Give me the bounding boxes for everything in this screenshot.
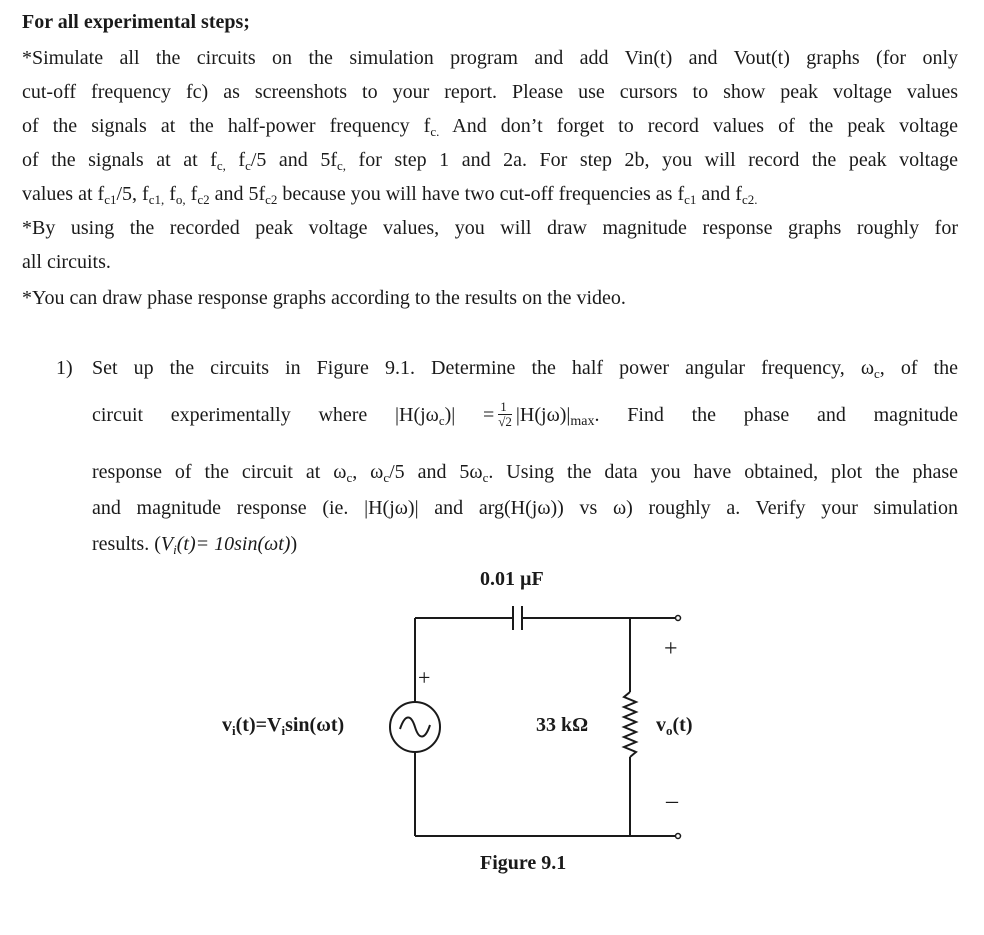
text-line: circuit experimentally where $|H(j\omega_c)|$ = $\frac{1}{√2}$ $|H(j\omega)|_{max}$. Find the phase and magnitude: [92, 399, 958, 430]
output-label: $v_o(t)$: [656, 714, 693, 738]
text-line: *By using the recorded peak voltage values, you will draw magnitude response graphs roughly for: [22, 217, 958, 239]
text-line: results. $(V_i(t)= 10\sin(\omega t))$: [92, 533, 298, 557]
text-line: values at $f_{c1}/5$, $f_{c1,}$ $f_{o,}$ $f_{c2}$ and $5f_{c2}$ because you will have two cut-off frequencies as $f_{c1}$ and $f_{c2.}$: [22, 183, 758, 207]
experimental-steps-heading: For all experimental steps;: [22, 11, 250, 33]
resistor-label: 33 kΩ: [536, 714, 589, 736]
paragraph-phase: *You can draw phase response graphs according to the results on the video.: [22, 287, 626, 309]
resistor-zigzag: [624, 692, 636, 757]
text-line: response of the circuit at $\omega_c$, $\omega_c/5$ and $5\omega_c$. Using the data you have obtained, plot the phase: [92, 461, 958, 485]
terminal-bottom: [676, 834, 681, 839]
fraction: $\frac{1}{√2}$: [498, 399, 512, 429]
step-number: 1): [56, 357, 73, 379]
capacitor-label: 0.01 µF: [480, 568, 544, 590]
ac-wave: [400, 717, 430, 736]
source-plus: +: [418, 665, 431, 690]
text-line: cut-off frequency fc) as screenshots to your report. Please use cursors to show peak voltage values: [22, 81, 958, 103]
text-line: *Simulate all the circuits on the simulation program and add Vin(t) and Vout(t) graphs (for only: [22, 47, 958, 69]
figure-caption: Figure 9.1: [480, 852, 567, 874]
output-minus: –: [666, 788, 678, 814]
text-line: of the signals at at $f_{c,}$ $f_c/5$ and $5f_{c,}$ for step 1 and 2a. For step 2b, you will record the peak voltage: [22, 149, 958, 173]
text-line: all circuits.: [22, 251, 111, 273]
text-line: and magnitude response (ie. |H(jω)| and arg(H(jω)) vs ω) roughly a. Verify your simulation: [92, 497, 958, 519]
terminal-top: [676, 616, 681, 621]
output-plus: +: [664, 636, 678, 662]
text-line: Set up the circuits in Figure 9.1. Determine the half power angular frequency, $\omega_c$, of the: [92, 357, 958, 381]
text-line: of the signals at the half-power frequency $f_{c.}$ And don’t forget to record values of the peak voltage: [22, 115, 958, 139]
source-label: $v_i(t)=V_i\sin(\omega t)$: [222, 714, 345, 738]
